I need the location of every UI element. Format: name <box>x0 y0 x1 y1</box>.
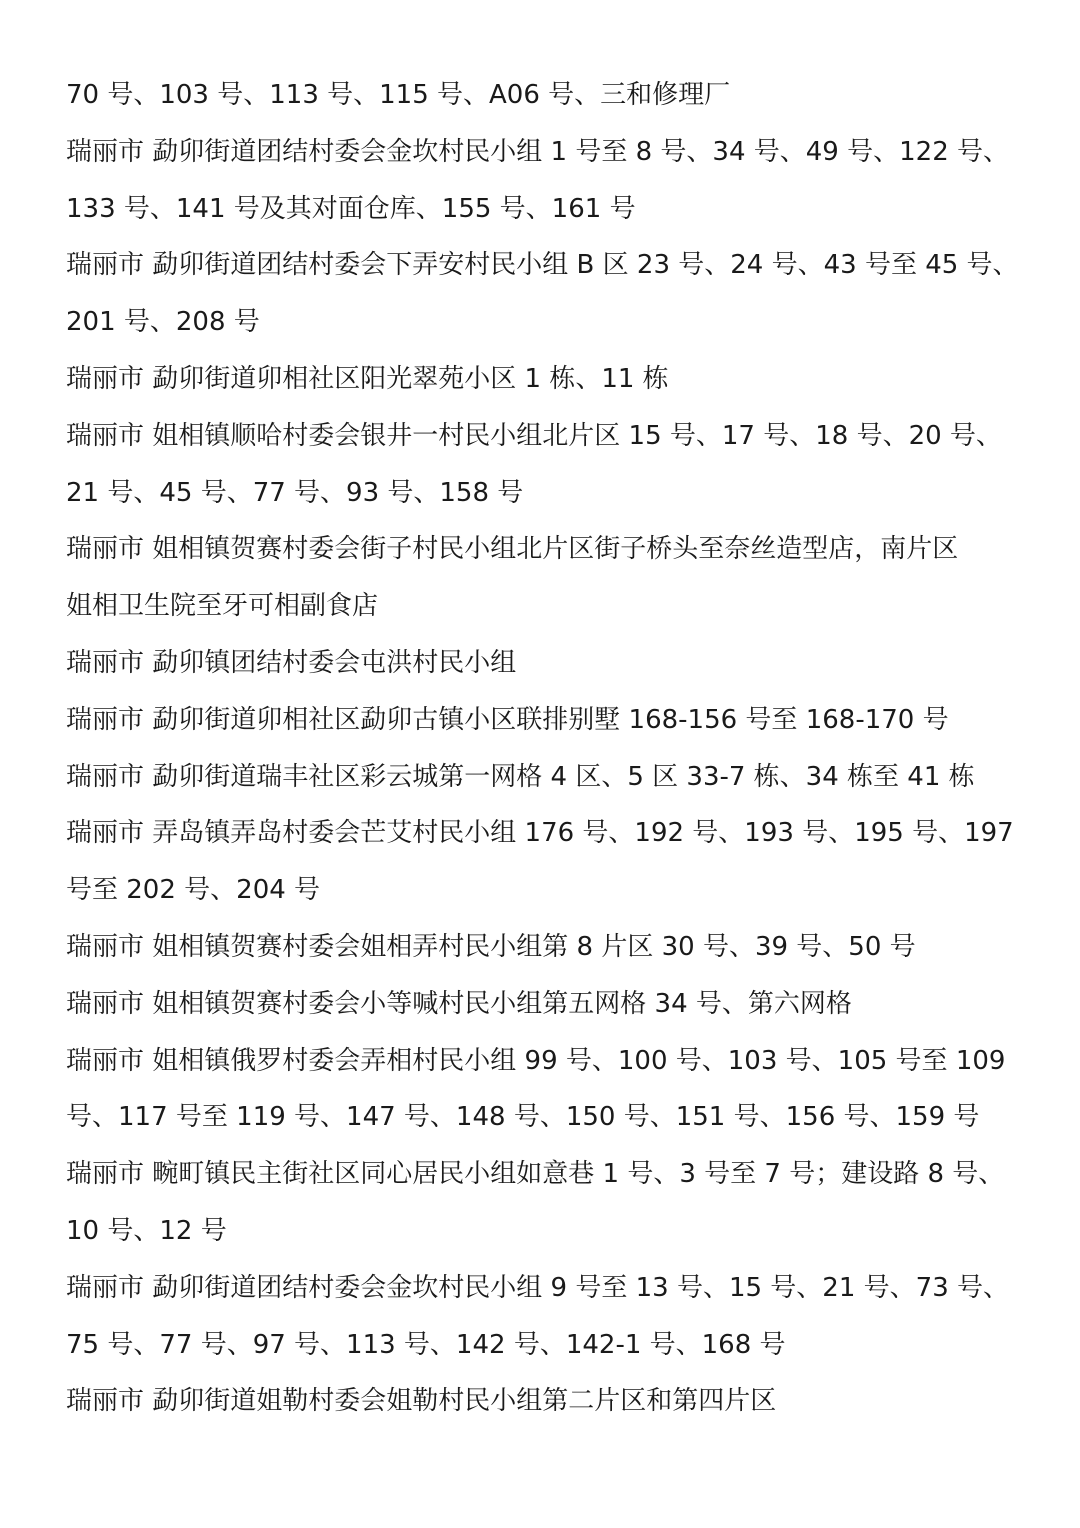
text-line: 瑞丽市 勐卯街道瑞丰社区彩云城第一网格 4 区、5 区 33-7 栋、34 栋至 41 栋 <box>66 761 975 792</box>
text-line: 号至 202 号、204 号 <box>66 875 321 906</box>
text-line: 瑞丽市 姐相镇贺赛村委会姐相弄村民小组第 8 片区 30 号、39 号、50 号 <box>66 931 916 962</box>
text-line: 号、117 号至 119 号、147 号、148 号、150 号、151 号、156 号、159 号 <box>66 1102 980 1133</box>
text-line: 瑞丽市 勐卯街道卯相社区阳光翠苑小区 1 栋、11 栋 <box>66 363 669 394</box>
text-line: 瑞丽市 勐卯街道团结村委会金坎村民小组 9 号至 13 号、15 号、21 号、73 号、 <box>66 1272 1009 1303</box>
text-line: 21 号、45 号、77 号、93 号、158 号 <box>66 477 524 508</box>
text-line: 瑞丽市 姐相镇俄罗村委会弄相村民小组 99 号、100 号、103 号、105 号至 109 <box>66 1045 1006 1076</box>
text-line: 瑞丽市 勐卯街道团结村委会金坎村民小组 1 号至 8 号、34 号、49 号、122 号、 <box>66 136 1009 167</box>
text-line: 瑞丽市 勐卯街道姐勒村委会姐勒村民小组第二片区和第四片区 <box>66 1386 777 1417</box>
text-line: 瑞丽市 姐相镇贺赛村委会街子村民小组北片区街子桥头至奈丝造型店，南片区 <box>66 534 959 565</box>
text-line: 70 号、103 号、113 号、115 号、A06 号、三和修理厂 <box>66 80 731 110</box>
text-line: 瑞丽市 勐卯街道卯相社区勐卯古镇小区联排别墅 168-156 号至 168-170 号 <box>66 704 949 735</box>
text-line: 10 号、12 号 <box>66 1215 227 1246</box>
text-line: 75 号、77 号、97 号、113 号、142 号、142-1 号、168 号 <box>66 1329 786 1360</box>
text-line: 瑞丽市 姐相镇贺赛村委会小等喊村民小组第五网格 34 号、第六网格 <box>66 988 852 1019</box>
text-line: 瑞丽市 畹町镇民主街社区同心居民小组如意巷 1 号、3 号至 7 号；建设路 8 号、 <box>66 1159 1005 1190</box>
document-body <box>66 67 1026 1430</box>
text-line: 133 号、141 号及其对面仓库、155 号、161 号 <box>66 193 636 224</box>
text-line: 瑞丽市 勐卯镇团结村委会屯洪村民小组 <box>66 647 517 678</box>
text-line: 201 号、208 号 <box>66 307 260 338</box>
text-line: 瑞丽市 弄岛镇弄岛村委会芒艾村民小组 176 号、192 号、193 号、195 号、197 <box>66 818 1014 849</box>
text-line: 姐相卫生院至牙可相副食店 <box>66 591 379 622</box>
text-line: 瑞丽市 勐卯街道团结村委会下弄安村民小组 B 区 23 号、24 号、43 号至 45 号、 <box>66 250 1019 281</box>
text-line: 瑞丽市 姐相镇顺哈村委会银井一村民小组北片区 15 号、17 号、18 号、20 号、 <box>66 420 1002 451</box>
